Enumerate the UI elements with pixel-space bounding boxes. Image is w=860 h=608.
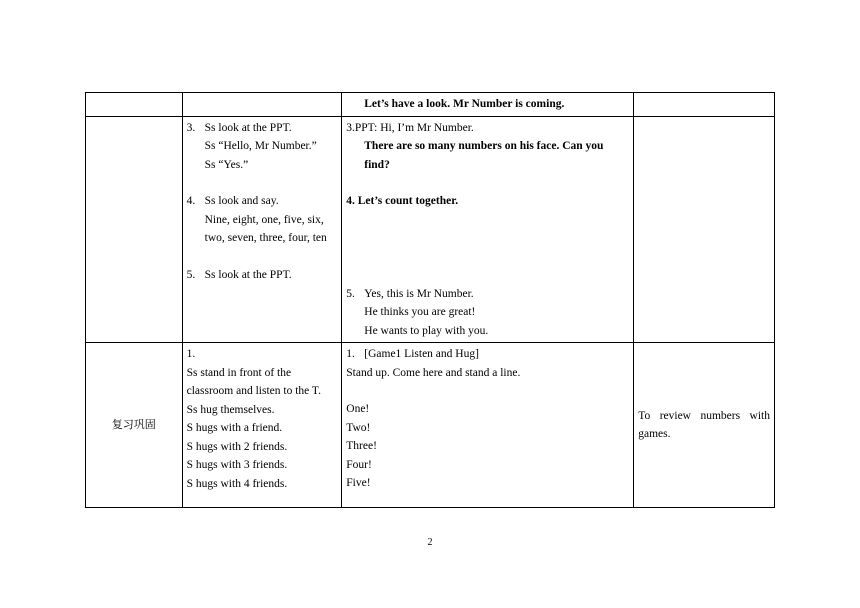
lesson-plan-table: [85, 92, 775, 508]
table-row: [86, 93, 775, 117]
stage-cell: [86, 93, 183, 117]
student-activity-cell: 1. Ss stand in front of the classroom and listen to the T. Ss hug themselves. S hugs with a friend. S hugs with 2 friends. S hugs with 3 friends. S hugs with 4 friends.: [182, 343, 342, 508]
stage-cell: [86, 343, 183, 508]
student-activity-cell: 3. Ss look at the PPT. Ss “Hello, Mr Number.” Ss “Yes.” 4. Ss look and say. Nine, eight, one, five, six, two, seven, three, four, ten 5. Ss look at the PPT.: [182, 116, 342, 343]
teacher-activity-cell: 1. [Game1 Listen and Hug] Stand up. Come here and stand a line. One! Two! Three! Four! Five!: [342, 343, 634, 508]
page-number: 2: [427, 537, 433, 548]
list-item: 5. Ss look at the PPT.: [186, 268, 292, 281]
stage-label: 复习巩固: [111, 417, 156, 431]
list-item: 3. Ss look at the PPT.: [186, 121, 292, 134]
list-item: 1. [Game1 Listen and Hug]: [346, 348, 479, 360]
teacher-activity-cell: [342, 93, 634, 117]
student-activity-cell: [182, 93, 342, 117]
list-item: 5. Yes, this is Mr Number.: [346, 287, 474, 300]
purpose-text: To review numbers with games.: [638, 409, 770, 440]
purpose-cell: [634, 343, 775, 508]
teacher-activity-cell: 3.PPT: Hi, I’m Mr Number. There are so many numbers on his face. Can you find? 4. Let’s count together. 5. Yes, this is Mr Number. He thinks you are great! He wants to play with you.: [342, 116, 634, 343]
table-row: [86, 116, 775, 343]
stage-cell: [86, 116, 183, 343]
table-row: [86, 343, 775, 508]
purpose-cell: [634, 116, 775, 343]
purpose-cell: [634, 93, 775, 117]
list-item: 4. Ss look and say.: [186, 195, 279, 207]
teacher-text: Let’s have a look. Mr Number is coming.: [364, 98, 565, 110]
